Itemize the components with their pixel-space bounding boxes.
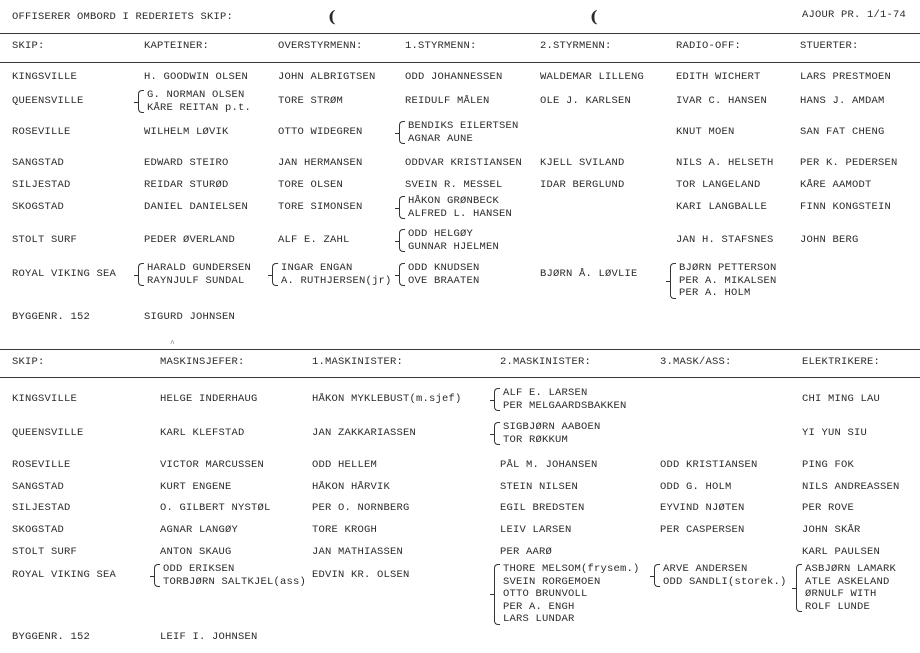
brace-mark — [494, 422, 500, 445]
captain-name: REIDAR STURØD — [144, 179, 229, 191]
first-engineer-name: JAN MATHIASSEN — [312, 546, 404, 558]
chief-engineer-header: MASKINSJEFER: — [160, 356, 245, 368]
brace-mark — [494, 388, 500, 411]
chief-engineer-name: KURT ENGENE — [160, 481, 232, 493]
second-engineer-name: LEIV LARSEN — [500, 524, 572, 536]
chief-engineer-name-group — [154, 563, 306, 588]
second-mate-name: OLE J. KARLSEN — [540, 95, 632, 107]
first-mate-name: ODD KNUDSEN — [408, 262, 480, 274]
first-mate-name: OVE BRAATEN — [408, 274, 480, 287]
chief-engineer-name: TORBJØRN SALTKJEL(ass) — [163, 575, 307, 588]
radio-name: BJØRN PETTERSON — [679, 262, 777, 274]
brace-mark — [670, 263, 676, 299]
brace-mark — [154, 564, 160, 587]
chief-officer-name: ALF E. ZAHL — [278, 234, 350, 246]
brace-mark — [494, 564, 500, 625]
first-mate-name: SVEIN R. MESSEL — [405, 179, 503, 191]
radio-name-group — [670, 262, 777, 300]
second-engineer-name: SVEIN RORGEMOEN — [503, 575, 601, 588]
brace-mark — [138, 263, 144, 286]
third-engineer-name: EYVIND NJØTEN — [660, 502, 745, 514]
second-engineer-name: TOR RØKKUM — [503, 433, 569, 446]
ship-name: QUEENSVILLE — [12, 95, 84, 107]
second-engineer-header: 2.MASKINISTER: — [500, 356, 592, 368]
first-mate-name: ODD JOHANNESSEN — [405, 71, 503, 83]
third-engineer-name-group — [654, 563, 787, 588]
chief-engineer-name: ANTON SKAUG — [160, 546, 232, 558]
chief-officer-name: A. RUTHJERSEN(jr) — [281, 274, 392, 287]
first-mate-name: ODD HELGØY — [408, 228, 474, 240]
captain-name: WILHELM LØVIK — [144, 126, 229, 138]
steward-name: JOHN BERG — [800, 234, 859, 246]
radio-name: JAN H. STAFSNES — [676, 234, 774, 246]
second-engineer-name: PER MELGAARDSBAKKEN — [503, 399, 627, 412]
ship-name: BYGGENR. 152 — [12, 631, 91, 643]
chief-engineer-name: LEIF I. JOHNSEN — [160, 631, 258, 643]
second-engineer-name: PER AARØ — [500, 546, 553, 558]
first-engineer-name: HÅKON MYKLEBUST(m.sjef) — [312, 393, 462, 405]
radio-name: NILS A. HELSETH — [676, 157, 774, 169]
brace-mark — [399, 229, 405, 252]
electrician-engineer-name: NILS ANDREASSEN — [802, 481, 900, 493]
second-mate-name: WALDEMAR LILLENG — [540, 71, 645, 83]
brace-mark — [654, 564, 660, 587]
chief-engineer-name: VICTOR MARCUSSEN — [160, 459, 265, 471]
ship-name: SILJESTAD — [12, 502, 71, 514]
second-mate-name: KJELL SVILAND — [540, 157, 625, 169]
chief-officer-name-group — [272, 262, 392, 287]
electrician-engineer-name: JOHN SKÅR — [802, 524, 861, 536]
steward-name: PER K. PEDERSEN — [800, 157, 898, 169]
chief-engineer-name: O. GILBERT NYSTØL — [160, 502, 271, 514]
hole-punch-mark: ( — [328, 7, 336, 26]
first-engineer-name: JAN ZAKKARIASSEN — [312, 427, 417, 439]
electrician-header: ELEKTRIKERE: — [802, 356, 881, 368]
radio-name: PER A. MIKALSEN — [679, 274, 777, 287]
chief-officer-name: JOHN ALBRIGTSEN — [278, 71, 376, 83]
electrician-engineer-name: ØRNULF WITH — [805, 588, 877, 600]
electrician-engineer-name: PER ROVE — [802, 502, 855, 514]
electrician-engineer-name: CHI MING LAU — [802, 393, 881, 405]
captain-name-group — [138, 262, 251, 287]
ship-name: ROYAL VIKING SEA — [12, 268, 117, 280]
chief-officer-name: JAN HERMANSEN — [278, 157, 363, 169]
third-engineer-header: 3.MASK/ASS: — [660, 356, 732, 368]
radio-name: EDITH WICHERT — [676, 71, 761, 83]
first-mate-header: 1.STYRMENN: — [405, 40, 477, 52]
electrician-engineer-name: PING FOK — [802, 459, 855, 471]
ship-name: SILJESTAD — [12, 179, 71, 191]
second-engineer-name: EGIL BREDSTEN — [500, 502, 585, 514]
first-mate-name: BENDIKS EILERTSEN — [408, 120, 519, 132]
captain-name: H. GOODWIN OLSEN — [144, 71, 249, 83]
ship-name: ROSEVILLE — [12, 459, 71, 471]
radio-name: PER A. HOLM — [679, 287, 751, 299]
third-engineer-name: ODD KRISTIANSEN — [660, 459, 758, 471]
ship-name: SANGSTAD — [12, 481, 65, 493]
radio-name: KNUT MOEN — [676, 126, 735, 138]
chief-engineer-name: AGNAR LANGØY — [160, 524, 239, 536]
ship-name: SANGSTAD — [12, 157, 65, 169]
third-engineer-name: ARVE ANDERSEN — [663, 563, 748, 575]
update-date: AJOUR PR. 1/1-74 — [802, 9, 907, 21]
ship-name: SKOGSTAD — [12, 524, 65, 536]
divider-line — [0, 349, 920, 350]
stray-mark: ^ — [170, 340, 176, 349]
chief-officer-name: TORE SIMONSEN — [278, 201, 363, 213]
first-mate-name: AGNAR AUNE — [408, 132, 474, 145]
ship-name: STOLT SURF — [12, 546, 78, 558]
first-mate-name-group — [399, 228, 499, 253]
electrician-engineer-name: KARL PAULSEN — [802, 546, 881, 558]
second-engineer-name-group — [494, 563, 640, 626]
third-engineer-name: ODD G. HOLM — [660, 481, 732, 493]
brace-mark — [399, 263, 405, 286]
captain-name: DANIEL DANIELSEN — [144, 201, 249, 213]
first-mate-name: HÅKON GRØNBECK — [408, 195, 500, 207]
brace-mark — [796, 564, 802, 612]
captain-name: KÅRE REITAN p.t. — [147, 101, 252, 114]
chief-engineer-name: ODD ERIKSEN — [163, 563, 235, 575]
brace-mark — [272, 263, 278, 286]
steward-name: FINN KONGSTEIN — [800, 201, 892, 213]
first-engineer-name: HÅKON HÅRVIK — [312, 481, 391, 493]
first-engineer-name: EDVIN KR. OLSEN — [312, 569, 410, 581]
steward-name: KÅRE AAMODT — [800, 179, 872, 191]
steward-name: HANS J. AMDAM — [800, 95, 885, 107]
chief-officer-name: INGAR ENGAN — [281, 262, 353, 274]
chief-officer-name: OTTO WIDEGREN — [278, 126, 363, 138]
first-mate-name-group — [399, 120, 519, 145]
divider-line — [0, 33, 920, 34]
captain-name: EDWARD STEIRO — [144, 157, 229, 169]
first-engineer-name: ODD HELLEM — [312, 459, 378, 471]
brace-mark — [138, 90, 144, 113]
first-engineer-header: 1.MASKINISTER: — [312, 356, 404, 368]
second-engineer-name-group — [494, 421, 601, 446]
first-mate-name: ALFRED L. HANSEN — [408, 207, 513, 220]
radio-name: IVAR C. HANSEN — [676, 95, 768, 107]
third-engineer-name: PER CASPERSEN — [660, 524, 745, 536]
captain-name: HARALD GUNDERSEN — [147, 262, 252, 274]
first-mate-name: GUNNAR HJELMEN — [408, 240, 500, 253]
first-mate-name: ODDVAR KRISTIANSEN — [405, 157, 523, 169]
ship-header: SKIP: — [12, 356, 45, 368]
second-engineer-name: PÅL M. JOHANSEN — [500, 459, 598, 471]
ship-header: SKIP: — [12, 40, 45, 52]
brace-mark — [399, 196, 405, 219]
radio-name: TOR LANGELAND — [676, 179, 761, 191]
second-engineer-name: SIGBJØRN AABOEN — [503, 421, 601, 433]
captain-name: SIGURD JOHNSEN — [144, 311, 236, 323]
second-engineer-name: THORE MELSOM(frysem.) — [503, 563, 640, 575]
electrician-engineer-name: YI YUN SIU — [802, 427, 868, 439]
hole-punch-mark: ( — [590, 7, 598, 26]
chief-engineer-name: KARL KLEFSTAD — [160, 427, 245, 439]
steward-header: STUERTER: — [800, 40, 859, 52]
steward-name: SAN FAT CHENG — [800, 126, 885, 138]
electrician-engineer-name: ASBJØRN LAMARK — [805, 563, 897, 575]
captain-header: KAPTEINER: — [144, 40, 210, 52]
first-engineer-name: TORE KROGH — [312, 524, 378, 536]
first-mate-name-group — [399, 195, 512, 220]
electrician-engineer-name: ATLE ASKELAND — [805, 575, 890, 588]
first-mate-name-group — [399, 262, 480, 287]
ship-name: KINGSVILLE — [12, 71, 78, 83]
captain-name: RAYNJULF SUNDAL — [147, 274, 245, 287]
radio-officer-header: RADIO-OFF: — [676, 40, 742, 52]
second-engineer-name: OTTO BRUNVOLL — [503, 588, 588, 600]
ship-name: QUEENSVILLE — [12, 427, 84, 439]
document-title: OFFISERER OMBORD I REDERIETS SKIP: — [12, 11, 234, 23]
divider-line — [0, 62, 920, 63]
chief-officer-name: TORE OLSEN — [278, 179, 344, 191]
second-engineer-name: LARS LUNDAR — [503, 613, 575, 625]
ship-name: STOLT SURF — [12, 234, 78, 246]
second-engineer-name: PER A. ENGH — [503, 600, 575, 613]
first-mate-name: REIDULF MÅLEN — [405, 95, 490, 107]
second-engineer-name: ALF E. LARSEN — [503, 387, 588, 399]
second-mate-name: IDAR BERGLUND — [540, 179, 625, 191]
second-mate-header: 2.STYRMENN: — [540, 40, 612, 52]
chief-engineer-name: HELGE INDERHAUG — [160, 393, 258, 405]
ship-name: BYGGENR. 152 — [12, 311, 91, 323]
captain-name: PEDER ØVERLAND — [144, 234, 236, 246]
brace-mark — [399, 121, 405, 144]
first-engineer-name: PER O. NORNBERG — [312, 502, 410, 514]
ship-name: ROSEVILLE — [12, 126, 71, 138]
second-engineer-name-group — [494, 387, 627, 412]
captain-name-group — [138, 89, 251, 114]
ship-name: SKOGSTAD — [12, 201, 65, 213]
radio-name: KARI LANGBALLE — [676, 201, 768, 213]
steward-name: LARS PRESTMOEN — [800, 71, 892, 83]
electrician-engineer-name: ROLF LUNDE — [805, 600, 871, 613]
chief-officer-name: TORE STRØM — [278, 95, 344, 107]
ship-name: ROYAL VIKING SEA — [12, 569, 117, 581]
electrician-engineer-name-group — [796, 563, 896, 613]
second-engineer-name: STEIN NILSEN — [500, 481, 579, 493]
captain-name: G. NORMAN OLSEN — [147, 89, 245, 101]
second-mate-name: BJØRN Å. LØVLIE — [540, 268, 638, 280]
chief-officer-header: OVERSTYRMENN: — [278, 40, 363, 52]
divider-line — [0, 377, 920, 378]
third-engineer-name: ODD SANDLI(storek.) — [663, 575, 787, 588]
ship-name: KINGSVILLE — [12, 393, 78, 405]
